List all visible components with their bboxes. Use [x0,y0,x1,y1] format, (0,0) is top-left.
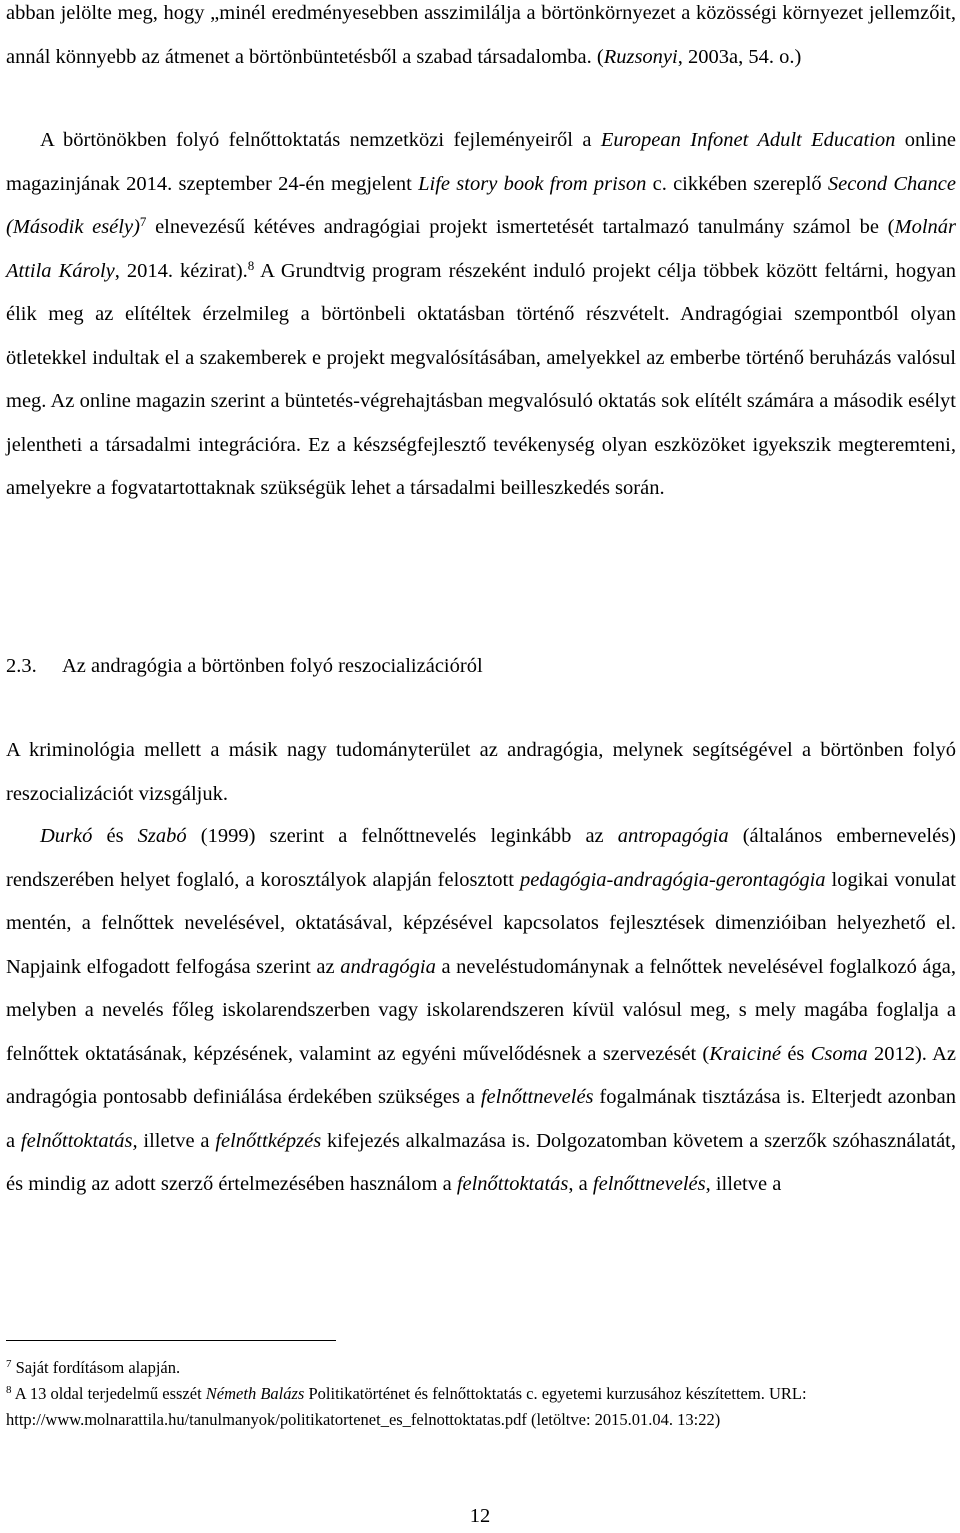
text-run: , 2014. kézirat). [114,259,248,282]
citation-author: Csoma [810,1042,868,1065]
term: felnőttoktatás, [20,1129,138,1152]
text-run: , a [568,1173,593,1195]
magazine-title: European Infonet Adult Education [600,129,896,151]
text-run: , 2003a, 54. o.) [677,45,802,68]
paragraph-second-chance [6,119,956,511]
section-title: Az andragógia a börtönben folyó reszocializációról [62,655,483,677]
term: felnőttképzés [215,1129,322,1152]
project-name: Second Chance (Második esély) [6,172,957,238]
footnote-text: Politikatörténet és felnőttoktatás c. egyetemi kurzusához készítettem. URL: http://www.molnarattila.hu/tanulmanyok/politikatortenet_es_felnottoktatas.pdf (letöltve: 2015.01.04. 13:22) [6,1384,807,1429]
footnote-text: A 13 oldal terjedelmű esszét [11,1384,206,1403]
footnote-7 [6,1355,956,1381]
text-run: a neveléstudománynak a felnőttek nevelésével foglalkozó ága, melyben a nevelés főleg iskolarendszerben vagy iskolarendszeren kívül valósul meg, s mely magába foglalja a felnőttek oktatásának, képzésének, valamint az egyéni művelődésnek a szervezését ( [6,955,956,1065]
term: antropagógia [617,825,729,847]
text-run: és [781,1042,811,1065]
article-title: Life story book from prison [418,172,647,195]
paragraph-criminology [6,729,956,816]
section-number: 2.3. [6,655,37,677]
text-run: online magazinjának 2014. szeptember 24-én megjelent [6,129,956,195]
paragraph-intro [6,0,956,79]
text-run: , illetve a [705,1173,782,1195]
footnote-divider [6,1340,336,1341]
footnote-ref-7[interactable]: 7 [139,214,147,229]
citation-author: Molnár Attila Károly [6,216,957,282]
footnote-mark: 8 [6,1384,12,1396]
text-run: abban jelölte meg, hogy „minél eredményesebben asszimilálja a börtönkörnyezet a közösségi környezet jellemzőit, annál könnyebb az átmenet a börtönbüntetésből a szabad társadalomba. ( [6,2,956,68]
term: pedagógia-andragógia-gerontagógia [519,868,826,891]
text-run: logikai vonulat mentén, a felnőttek nevelésével, oktatásával, képzésével kapcsolatos fejlesztések dimenzióiban helyezhető el. Napjaink elfogadott felfogása szerint az [6,868,956,978]
footnote-text: Saját fordításom alapján. [11,1358,181,1377]
term: andragógia [340,955,436,978]
term: felnőttnevelés [480,1086,594,1108]
text-run: elnevezésű kétéves andragógiai projekt ismertetését tartalmazó tanulmány számol be ( [146,216,895,238]
paragraph-andragogy [6,815,956,1207]
citation-author: Durkó [40,825,93,847]
text-run: (általános embernevelés) rendszerében helyet foglaló, a korosztályok alapján felosztott [6,825,957,891]
footnote-mark: 7 [6,1358,12,1370]
term: felnőttoktatás [456,1173,569,1195]
citation-author: Kraiciné [709,1042,782,1065]
citation-author: Németh Balázs [205,1384,305,1403]
citation-author: Szabó [137,825,187,847]
text-run: 2012). Az andragógia pontosabb definiálása érdekében szükséges a [6,1042,956,1108]
term: felnőttnevelés [592,1173,706,1195]
text-run: (1999) szerint a felnőttnevelés leginkább az [186,825,618,847]
footnote-8 [6,1381,956,1433]
text-run: fogalmának tisztázása is. Elterjedt azonban a [6,1086,956,1152]
text-run: kifejezés alkalmazása is. Dolgozatomban követem a szerzők szóhasználatát, és mindig az adott szerző értelmezésében használom a [6,1129,956,1195]
page-number: 12 [469,1505,491,1527]
footnote-ref-8[interactable]: 8 [247,257,255,273]
text-run: c. cikkében szereplő [646,172,828,195]
text-run: A börtönökben folyó felnőttoktatás nemzetközi fejleményeiről a [40,129,601,151]
section-heading [6,645,483,689]
citation-author: Ruzsonyi [603,45,678,68]
text-run: és [92,825,138,847]
text-run: illetve a [137,1129,216,1152]
text-run: A Grundtvig program részeként induló projekt célja többek között feltárni, hogyan élik meg az elítéltek érzelmileg a börtönbeli oktatásban történő részvételt. Andragógiai szempontból olyan ötletekkel indultak el a szakemberek e projekt megvalósításában, amelyekkel az emberbe történő beruházás valósul meg. Az online magazin szerint a büntetés-végrehajtásban megvalósuló oktatás sok elítélt számára a második esélyt jelentheti a társadalmi integrációra. Ez a készségfejlesztő tevékenység olyan eszközöket igyekszik megteremteni, amelyekre a fogvatartottaknak szükségük lehet a társadalmi beilleszkedés során. [6,259,957,499]
text-run: A kriminológia mellett a másik nagy tudományterület az andragógia, melynek segítségével a börtönben folyó reszocializációt vizsgáljuk. [6,739,956,805]
